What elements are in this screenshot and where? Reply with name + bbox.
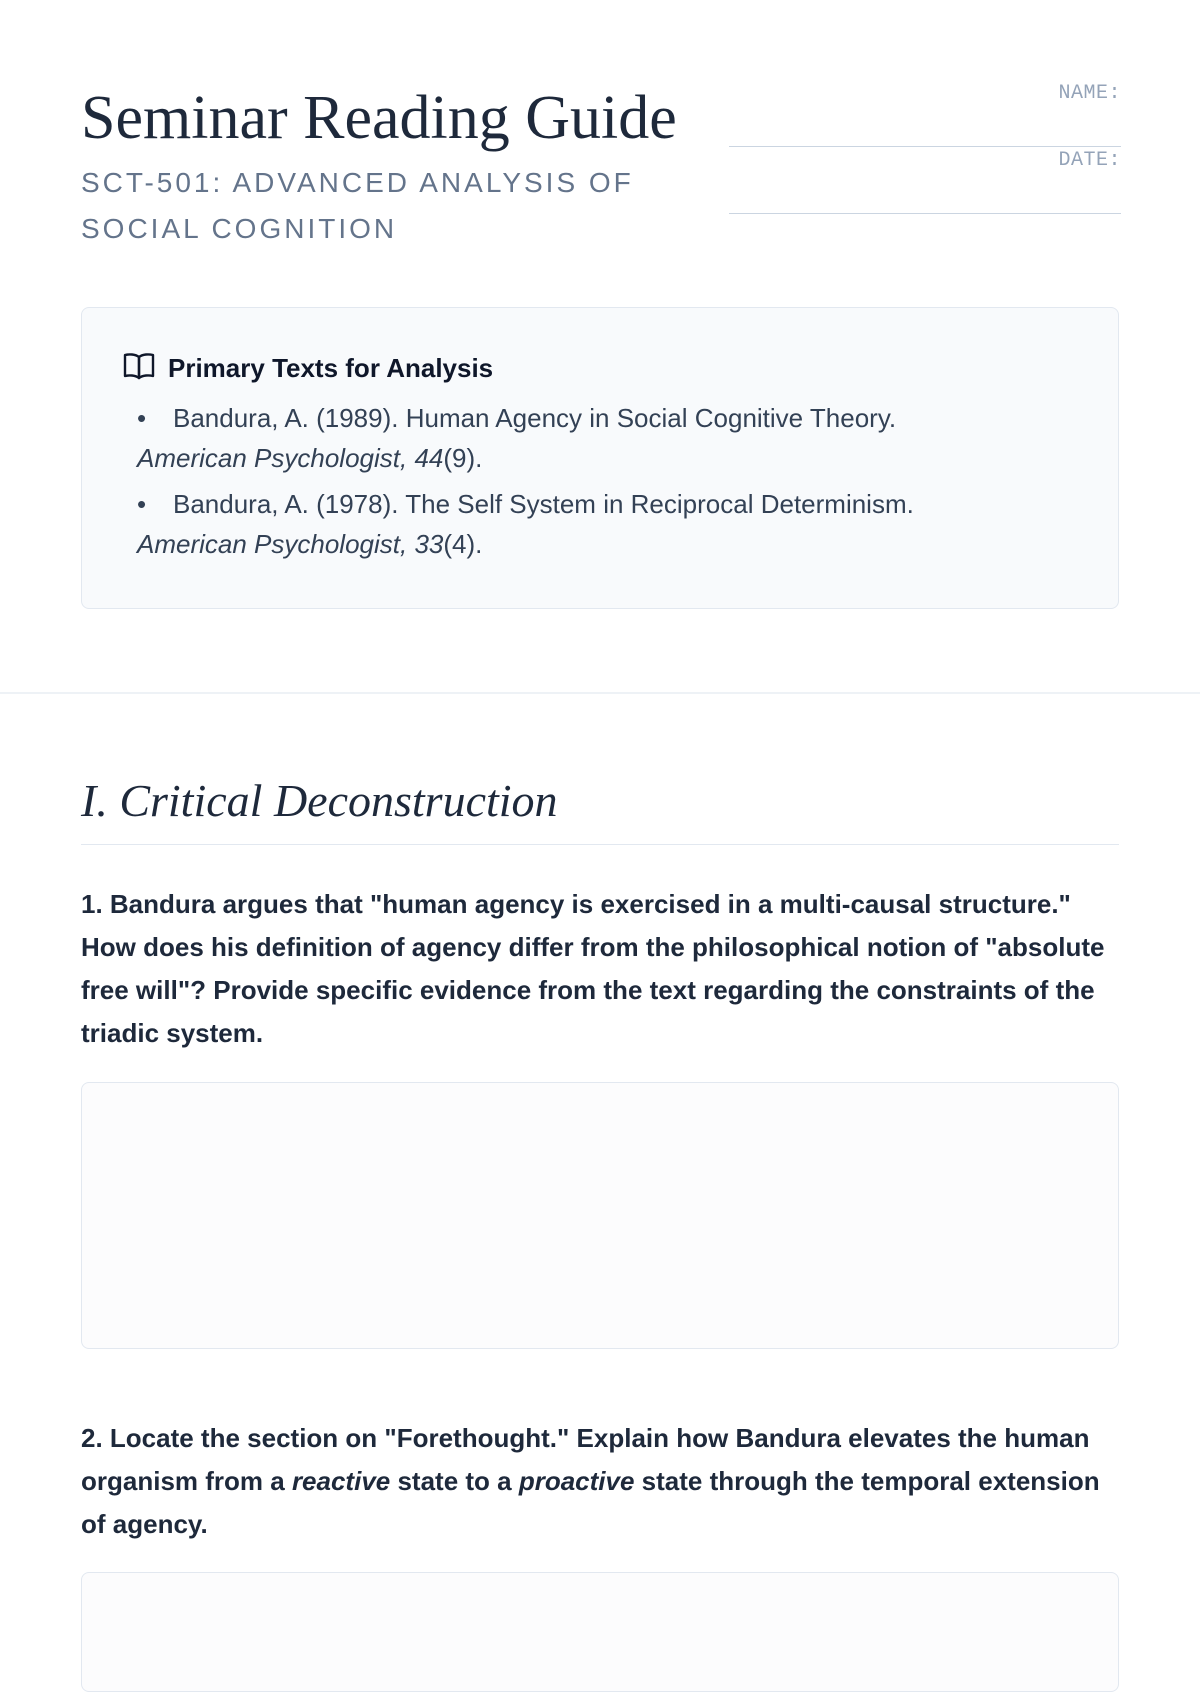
header bbox=[81, 0, 1121, 270]
section-divider bbox=[0, 692, 1200, 694]
reference-list bbox=[122, 398, 1078, 564]
reference-citation: Bandura, A. (1978). The Self System in Reciprocal Determinism. bbox=[173, 489, 914, 519]
date-field[interactable] bbox=[729, 147, 1121, 214]
question-2-emphasis-reactive: reactive bbox=[291, 1466, 391, 1496]
reference-item bbox=[122, 398, 1078, 478]
course-subtitle: SCT-501: ADVANCED ANALYSIS OF SOCIAL COGNITION bbox=[81, 167, 634, 244]
section-title: I. Critical Deconstruction bbox=[81, 770, 1119, 845]
name-label: NAME: bbox=[1058, 82, 1121, 105]
bullet: • bbox=[137, 489, 147, 519]
reference-journal: American Psychologist, 33 bbox=[137, 529, 444, 559]
primary-texts-box bbox=[81, 307, 1119, 609]
bullet: • bbox=[137, 403, 147, 433]
question-2-part-2: state to a bbox=[390, 1466, 519, 1496]
reference-issue: (9). bbox=[443, 443, 483, 473]
date-label: DATE: bbox=[1058, 149, 1121, 172]
question-2-part-1: 2. Locate the section on "Forethought." Explain how Bandura elevates the human organism from a bbox=[81, 1423, 1090, 1496]
answer-box-2[interactable] bbox=[81, 1572, 1119, 1692]
question-2 bbox=[81, 1417, 1119, 1546]
reference-citation: Bandura, A. (1989). Human Agency in Social Cognitive Theory. bbox=[173, 403, 897, 433]
student-meta bbox=[729, 80, 1121, 214]
name-field[interactable] bbox=[729, 80, 1121, 147]
reference-item bbox=[122, 484, 1078, 564]
question-2-emphasis-proactive: proactive bbox=[518, 1466, 635, 1496]
question-2-part-3: state through the temporal extension of agency. bbox=[81, 1466, 1100, 1539]
primary-texts-title: Primary Texts for Analysis bbox=[168, 352, 494, 383]
answer-box-1[interactable] bbox=[81, 1082, 1119, 1349]
primary-texts-heading bbox=[122, 348, 1078, 388]
book-open-icon bbox=[122, 351, 156, 386]
reference-journal: American Psychologist, 44 bbox=[137, 443, 444, 473]
page-title: Seminar Reading Guide bbox=[81, 84, 677, 152]
reference-issue: (4). bbox=[443, 529, 483, 559]
question-1: 1. Bandura argues that "human agency is exercised in a multi-causal structure." How does his definition of agency differ from the philosophical notion of "absolute free will"? Provide specific evidence from the text regarding the constraints of the triadic system. bbox=[81, 889, 1105, 1048]
